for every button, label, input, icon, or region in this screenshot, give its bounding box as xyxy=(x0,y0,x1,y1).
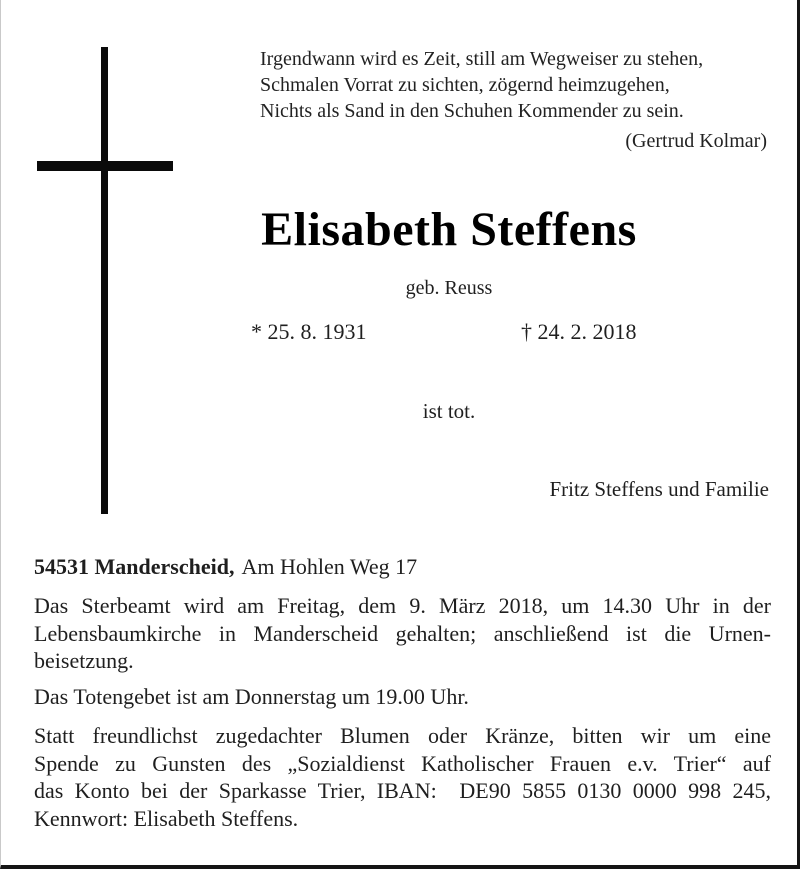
epigraph-line: Nichts als Sand in den Schuhen Kommender zu sein. xyxy=(260,100,684,122)
donation-line: das Konto bei der Sparkasse Trier, IBAN: DE90 5855 0130 0000 998 245, xyxy=(34,778,771,803)
mourners-line: Fritz Steffens und Familie xyxy=(549,477,769,501)
address-city: 54531 Manderscheid, xyxy=(34,554,235,579)
service-paragraph xyxy=(34,592,771,675)
service-line: Lebensbaumkirche in Manderscheid gehalten; anschließend ist die Urnen- xyxy=(34,620,771,646)
maiden-name: geb. Reuss xyxy=(405,277,493,299)
birth-date: * 25. 8. 1931 xyxy=(251,319,367,344)
donation-line: Kennwort: Elisabeth Steffens. xyxy=(34,805,299,831)
service-line: beisetzung. xyxy=(34,648,134,673)
deceased-name: Elisabeth Steffens xyxy=(261,203,637,256)
cross-vertical-bar xyxy=(101,47,108,514)
epigraph-attribution: (Gertrud Kolmar) xyxy=(625,130,767,152)
cross-horizontal-bar xyxy=(37,161,173,171)
epigraph-poem xyxy=(260,46,767,124)
death-date: † 24. 2. 2018 xyxy=(521,319,637,344)
epigraph-line: Irgendwann wird es Zeit, still am Wegweiser zu stehen, xyxy=(260,48,704,70)
epigraph-line: Schmalen Vorrat zu sichten, zögernd heimzugehen, xyxy=(260,74,670,96)
death-statement: ist tot. xyxy=(422,399,476,423)
address-street: Am Hohlen Weg 17 xyxy=(241,554,418,579)
prayer-line: Das Totengebet ist am Donnerstag um 19.00 Uhr. xyxy=(34,684,469,709)
address-line xyxy=(34,554,771,580)
donation-paragraph xyxy=(34,722,771,832)
service-line: Das Sterbeamt wird am Freitag, dem 9. März 2018, um 14.30 Uhr in der xyxy=(34,593,771,618)
donation-line: Spende zu Gunsten des „Sozialdienst Katholischer Frauen e.v. Trier“ auf xyxy=(34,750,771,776)
donation-line: Statt freundlichst zugedachter Blumen oder Kränze, bitten wir um eine xyxy=(34,723,771,748)
